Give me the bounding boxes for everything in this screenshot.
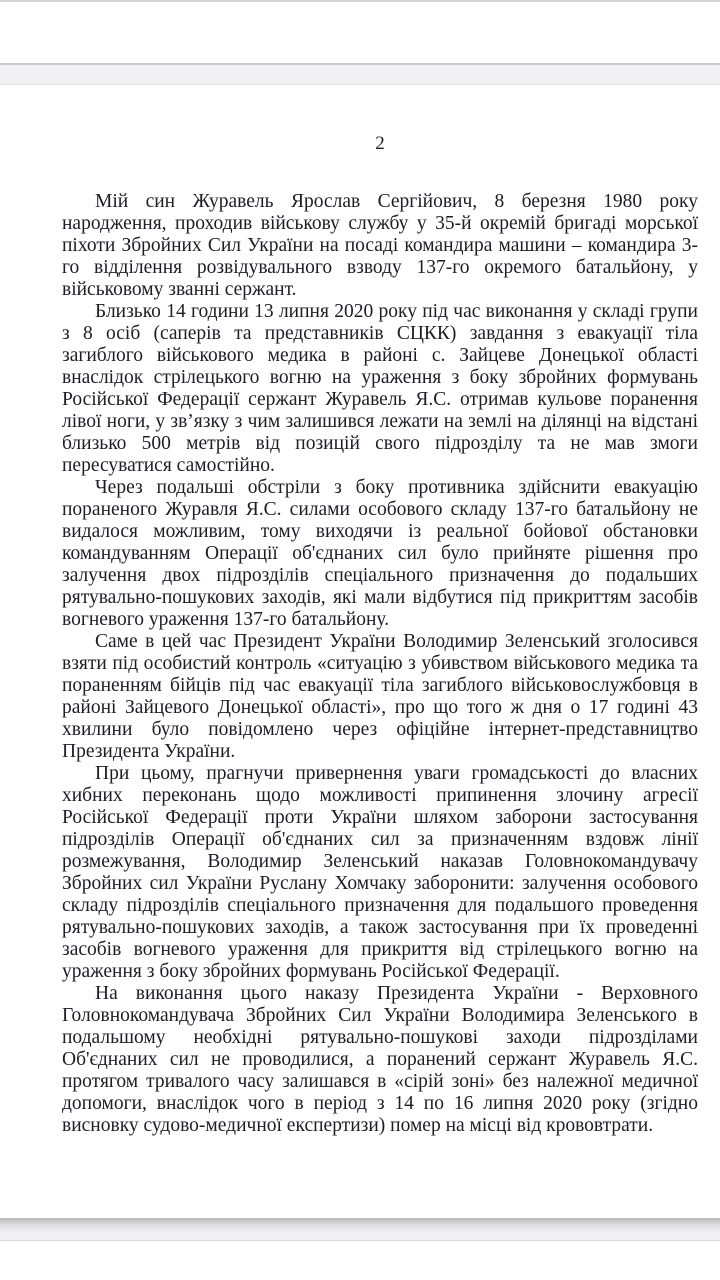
previous-page-bottom	[0, 0, 720, 63]
document-body	[62, 191, 698, 1137]
page-number: 2	[375, 133, 385, 154]
page-gutter	[0, 63, 720, 85]
document-paragraph: На виконання цього наказу Президента України - Верховного Головнокомандувача Збройних Сил України Володимира Зеленського в подальшому необхідні рятувально-пошукові заходи підрозділами Об'єднаних сил не проводилися, а поранений сержант Журавель Я.С. протягом тривалого часу залишався в «сірій зоні» без належної медичної допомоги, внаслідок чого в період з 14 по 16 липня 2020 року (згідно висновку судово-медичної експертизи) помер на місці від крововтрати.	[62, 983, 698, 1136]
next-page-top	[0, 1241, 720, 1280]
document-page	[0, 85, 720, 1218]
document-paragraph: Мій син Журавель Ярослав Сергійович, 8 березня 1980 року народження, проходив військову службу у 35-й окремій бригаді морської піхоти Збройних Сил України на посаді командира машини – командира 3-го відділення розвідувального взводу 137-го окремого батальйону, у військовому званні сержант.	[62, 191, 698, 300]
page-bottom-shadow	[0, 1218, 720, 1232]
document-paragraph: При цьому, прагнучи привернення уваги громадськості до власних хибних переконань щодо можливості припинення злочину агресії Російської Федерації проти України шляхом заборони застосування підрозділів Операції об'єднаних сил за призначенням вздовж лінії розмежування, Володимир Зеленський наказав Головнокомандувачу Збройних сил України Руслану Хомчаку заборонити: залучення особового складу підрозділів спеціального призначення для подальшого проведення рятувально-пошукових заходів, а також застосування при їх проведенні засобів вогневого ураження для прикриття від стрілецького вогню на ураження з боку збройних формувань Російської Федерації.	[62, 763, 698, 982]
page-gutter-bottom	[0, 1232, 720, 1241]
document-paragraph: Саме в цей час Президент України Володимир Зеленський зголосився взяти під особистий контроль «ситуацію з убивством військового медика та пораненням бійців під час евакуації тіла загиблого військовослужбовця в районі Зайцевого Донецької області», про що того ж дня о 17 годині 43 хвилини було повідомлено через офіційне інтернет-представництво Президента України.	[62, 631, 698, 762]
document-paragraph: Через подальші обстріли з боку противника здійснити евакуацію пораненого Журавля Я.С. силами особового складу 137-го батальйону не видалося можливим, тому виходячи із реальної бойової обстановки командуванням Операції об'єднаних сил було прийняте рішення про залучення двох підрозділів спеціального призначення до подальших рятувально-пошукових заходів, які мали відбутися під прикриттям засобів вогневого ураження 137-го батальйону.	[62, 477, 698, 630]
document-paragraph: Близько 14 години 13 липня 2020 року під час виконання у складі групи з 8 осіб (саперів та представників СЦКК) завдання з евакуації тіла загиблого військового медика в районі с. Зайцеве Донецької області внаслідок стрілецького вогню на ураження з боку збройних формувань Російської Федерації сержант Журавель Я.С. отримав кульове поранення лівої ноги, у зв’язку з чим залишився лежати на землі на ділянці на відстані близько 500 метрів від позицій свого підрозділу та не мав змоги пересуватися самостійно.	[62, 301, 698, 476]
